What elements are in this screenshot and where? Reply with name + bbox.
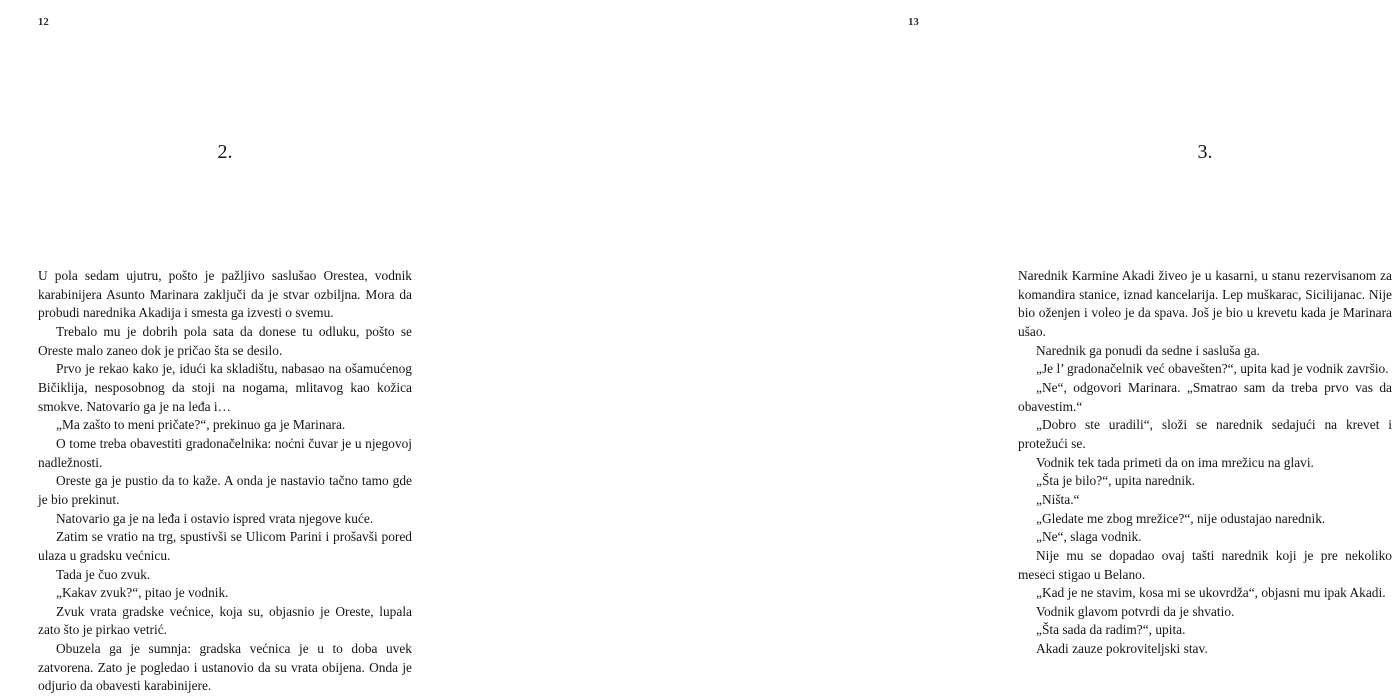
- body-text-right: [1018, 267, 1392, 659]
- paragraph: „Je l’ gradonačelnik već obavešten?“, upita kad je vodnik završio.: [1036, 361, 1389, 377]
- paragraph: Vodnik glavom potvrdi da je shvatio.: [1036, 603, 1235, 619]
- paragraph: Narednik Karmine Akadi živeo je u kasarni, u stanu rezervisanom za komandira stanice, iznad kancelarija. Lep muškarac, Sicilijanac. Nije bio oženjen i voleo je da spava. Još je bio u krevetu kada je Marinara ušao.: [1018, 268, 1392, 339]
- paragraph: „Dobro ste uradili“, složi se narednik sedajući na krevet i protežući se.: [1018, 417, 1392, 451]
- paragraph: Oreste ga je pustio da to kaže. A onda je nastavio tačno tamo gde je bio prekinut.: [38, 473, 412, 507]
- paragraph: Nije mu se dopadao ovaj tašti narednik koji je pre nekoliko meseci stigao u Belano.: [1018, 547, 1392, 582]
- paragraph: „Ništa.“: [1036, 491, 1080, 507]
- paragraph: „Kad je ne stavim, kosa mi se ukovrdža“, objasni mu ipak Akadi.: [1036, 585, 1386, 601]
- paragraph: „Šta sada da radim?“, upita.: [1036, 622, 1186, 638]
- paragraph: „Šta je bilo?“, upita narednik.: [1036, 473, 1196, 489]
- page-left: [0, 0, 473, 700]
- paragraph: „Kakav zvuk?“, pitao je vodnik.: [56, 585, 229, 601]
- paragraph: Prvo je rekao kako je, idući ka skladištu, nabasao na ošamućenog Bičiklija, nesposobnog da stoji na nogama, mlitavog kao kožica smokve. Natovario ga je na leđa i…: [38, 361, 412, 414]
- chapter-heading-right: 3.: [1197, 141, 1213, 163]
- page-number-right: 13: [908, 17, 919, 28]
- paragraph: Zvuk vrata gradske većnice, koja su, objasnio je Oreste, lupala zato što je pirkao vetrić.: [38, 603, 412, 638]
- paragraph: Natovario ga je na leđa i ostavio ispred vrata njegove kuće.: [56, 510, 374, 526]
- paragraph: „Gledate me zbog mrežice?“, nije odustajao narednik.: [1036, 510, 1326, 526]
- paragraph: Zatim se vratio na trg, spustivši se Ulicom Parini i prošavši pored ulaza u gradsku većnicu.: [38, 529, 412, 563]
- paragraph: O tome treba obavestiti gradonačelnika: noćni čuvar je u njegovoj nadležnosti.: [38, 435, 412, 470]
- paragraph: „Ma zašto to meni pričate?“, prekinuo ga je Marinara.: [56, 417, 346, 433]
- paragraph: Trebalo mu je dobrih pola sata da donese tu odluku, pošto se Oreste malo zaneo dok je pričao šta se desilo.: [38, 323, 412, 358]
- paragraph: Obuzela ga je sumnja: gradska većnica je u to doba uvek zatvorena. Zato je pogledao i ustanovio da su vrata obijena. Onda je odjurio da obavesti karabinijere.: [38, 641, 412, 694]
- paragraph: Akadi zauze pokroviteljski stav.: [1036, 641, 1208, 657]
- paragraph: „Ne“, slaga vodnik.: [1036, 529, 1142, 545]
- body-text-left: [38, 267, 412, 696]
- page-right: [473, 0, 1392, 700]
- chapter-heading-left: 2.: [217, 141, 233, 163]
- paragraph: Narednik ga ponudi da sedne i sasluša ga.: [1036, 342, 1260, 358]
- page-number-left: 12: [38, 17, 49, 28]
- paragraph: Tada je čuo zvuk.: [56, 566, 151, 582]
- paragraph: Vodnik tek tada primeti da on ima mrežicu na glavi.: [1036, 454, 1314, 470]
- paragraph: U pola sedam ujutru, pošto je pažljivo saslušao Orestea, vodnik karabinijera Asunto Marinara zaključi da je stvar ozbiljna. Mora da probudi narednika Akadija i smesta ga izvesti o svemu.: [38, 268, 412, 321]
- paragraph: „Ne“, odgovori Marinara. „Smatrao sam da treba prvo vas da obavestim.“: [1018, 379, 1392, 414]
